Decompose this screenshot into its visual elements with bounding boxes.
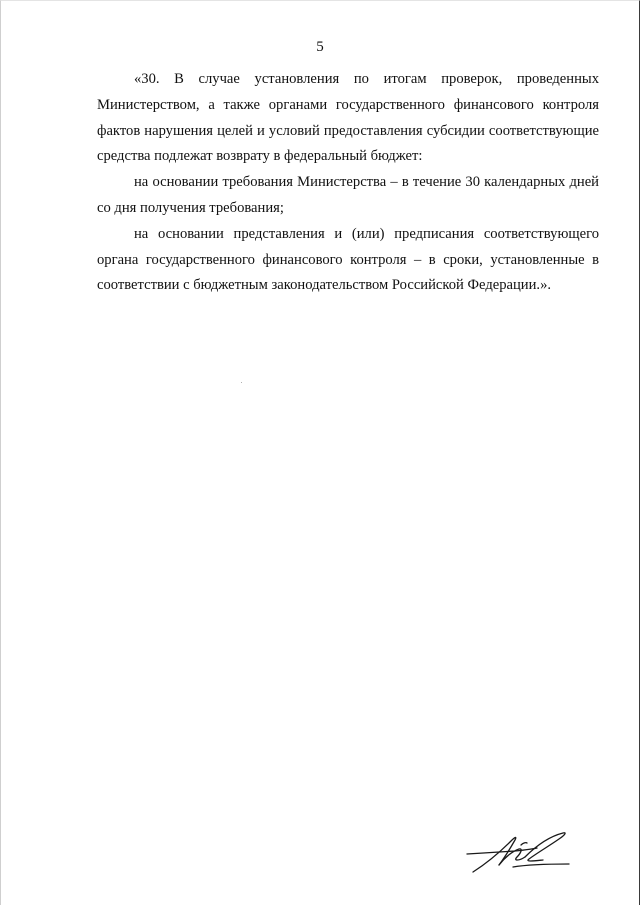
document-body xyxy=(97,67,599,299)
scan-artifact xyxy=(241,382,242,383)
page-number: 5 xyxy=(316,39,324,55)
paragraph-control-body-order: на основании представления и (или) предписания соответствующего органа государственного финансового контроля – в сроки, установленные в соответствии с бюджетным законодательством Российской Федерации.». xyxy=(97,225,599,294)
paragraph-ministry-requirement: на основании требования Министерства – в течение 30 календарных дней со дня получения требования; xyxy=(97,174,599,216)
signature-icon xyxy=(463,827,573,877)
paragraph-clause-30: «30. В случае установления по итогам проверок, проведенных Министерством, а также органами государственного финансового контроля фактов нарушения целей и условий предоставления субсидии соответствующие средства подлежат возврату в федеральный бюджет: xyxy=(97,71,599,165)
